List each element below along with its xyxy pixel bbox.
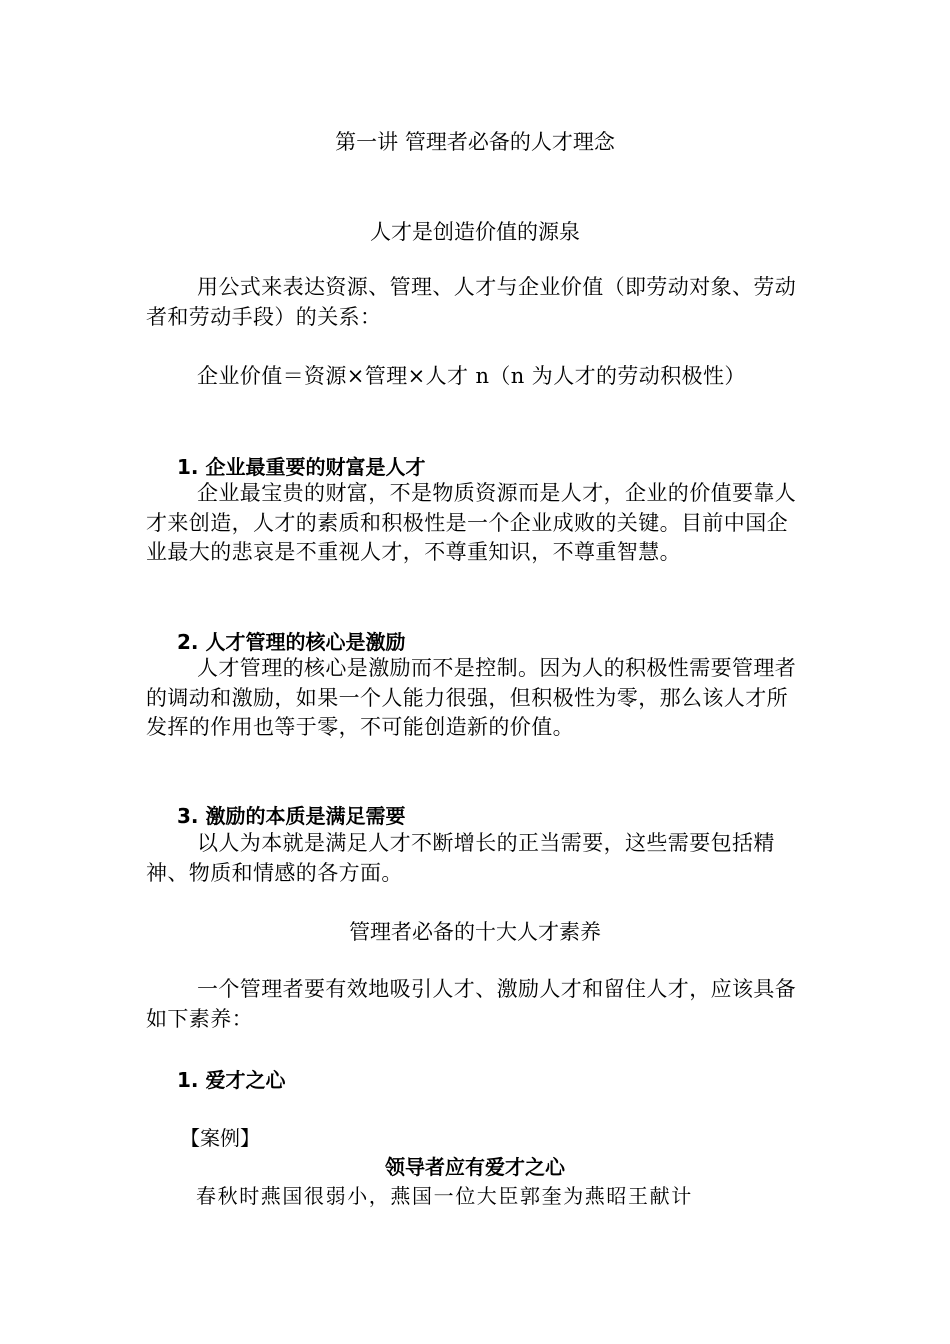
intro-paragraph: 用公式来表达资源、管理、人才与企业价值（即劳动对象、劳动者和劳动手段）的关系： bbox=[146, 275, 797, 329]
quality-1-heading: 1. 爱才之心 bbox=[177, 1068, 286, 1092]
point-3-heading: 3. 激励的本质是满足需要 bbox=[177, 804, 406, 828]
formula-paragraph: 企业价值＝资源×管理×人才 n（n 为人才的劳动积极性） bbox=[197, 364, 746, 388]
section-heading-talent-value: 人才是创造价值的源泉 bbox=[370, 220, 580, 244]
case-label: 【案例】 bbox=[180, 1126, 260, 1150]
point-1-heading: 1. 企业最重要的财富是人才 bbox=[177, 455, 426, 479]
case-text: 春秋时燕国很弱小，燕国一位大臣郭奎为燕昭王献计 bbox=[196, 1184, 693, 1208]
point-3-body: 以人为本就是满足人才不断增长的正当需要，这些需要包括精神、物质和情感的各方面。 bbox=[146, 831, 775, 885]
qualities-intro-paragraph: 一个管理者要有效地吸引人才、激励人才和留住人才，应该具备如下素养： bbox=[146, 977, 797, 1031]
point-2-heading: 2. 人才管理的核心是激励 bbox=[177, 630, 406, 654]
document-title: 第一讲 管理者必备的人才理念 bbox=[335, 130, 615, 154]
point-1-body: 企业最宝贵的财富，不是物质资源而是人才，企业的价值要靠人才来创造，人才的素质和积极性是一个企业成败的关键。目前中国企业最大的悲哀是不重视人才，不尊重知识，不尊重智慧。 bbox=[146, 481, 797, 564]
point-2-body: 人才管理的核心是激励而不是控制。因为人的积极性需要管理者的调动和激励，如果一个人能力很强，但积极性为零，那么该人才所发挥的作用也等于零，不可能创造新的价值。 bbox=[146, 656, 797, 739]
section-heading-ten-qualities: 管理者必备的十大人才素养 bbox=[349, 920, 601, 944]
case-title: 领导者应有爱才之心 bbox=[385, 1155, 565, 1179]
